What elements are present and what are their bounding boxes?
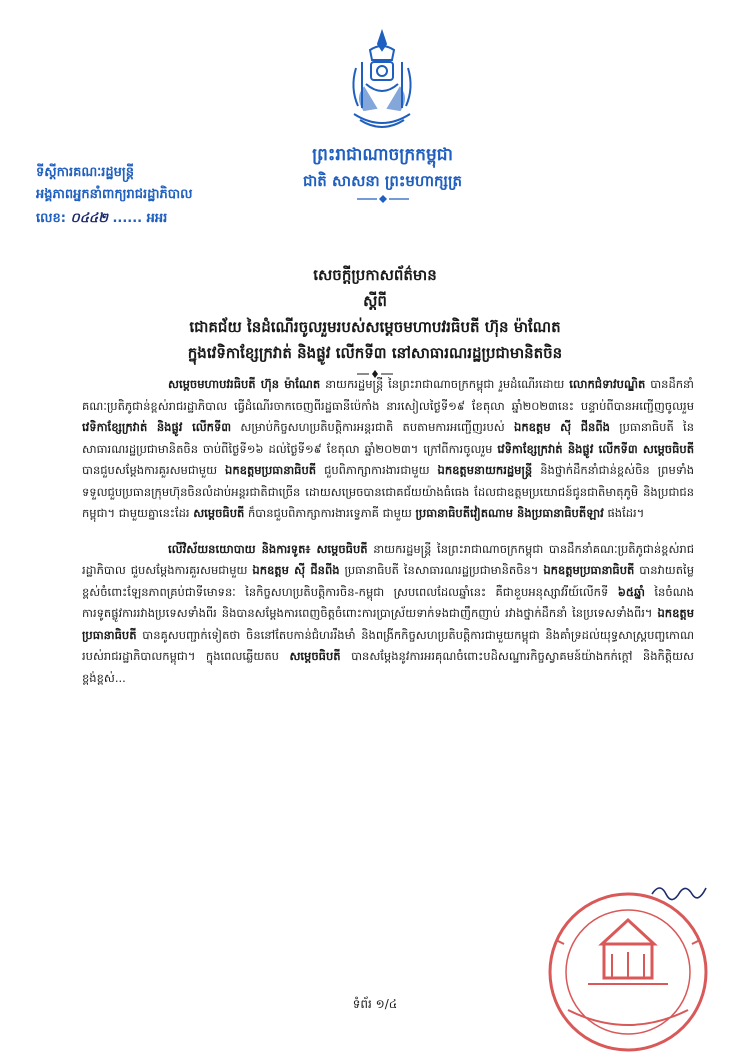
p2-bold-2: ឯកឧត្តមប្រធានាធិបតី bbox=[543, 563, 635, 577]
p2-bold-4: ឯកឧត្តមប្រធានាធិបតី bbox=[82, 606, 694, 642]
p1-bold-6: ឯកឧត្តមនាយករដ្ឋមន្ត្រី bbox=[437, 463, 533, 477]
p2-text-4: នៃចំណងការទូតផ្លូវការរវាងប្រទេសទាំងពីរ និងបានសម្តែងការពេញចិត្តចំពោះការប្រាស្រ័យទាក់ទងជាញឹកញាប់ រវាងថ្នាក់ដឹកនាំ នៃប្រទេសទាំងពីរ។ bbox=[82, 584, 694, 620]
kingdom-name: ព្រះរាជាណាចក្រកម្ពុជា bbox=[312, 145, 453, 165]
p2-text-5: បានគូសបញ្ជាក់ទៀតថា ចិននៅតែបកាន់ជំហររឹងមាំ និងពង្រីកកិច្ចសហប្រតិបត្តិការជាមួយកម្ពុជា និងគាំទ្រដល់យុទ្ធសាស្ត្របញ្ចកោណរបស់រាជរដ្ឋាភិបាលកម្ពុជា។ ក្នុងពេលឆ្លើយតប bbox=[82, 627, 694, 663]
issuing-office bbox=[36, 162, 193, 206]
reference-number bbox=[36, 210, 167, 229]
signature bbox=[648, 880, 708, 902]
title-line-4: ក្នុងវេទិកាខ្សែក្រវាត់ និងផ្លូវ លើកទី៣ នៅសាធារណរដ្ឋប្រជាមានិតចិន bbox=[187, 344, 563, 362]
p1-text-2: បានដឹកនាំគណៈប្រតិភូជាន់ខ្ពស់រាជរដ្ឋាភិបាល ធ្វើដំណើរចាកចេញពីរដ្ឋធានីប៉េកាំង នារសៀលថ្ងៃទី១៩ ខែតុលា ឆ្នាំ២០២៣នេះ បន្ទាប់ពីបានអញ្ជើញចូលរួម bbox=[82, 377, 694, 413]
p1-bold-8: ប្រធានាធិបតីវៀតណាម និងប្រធានាធិបតីឡាវ bbox=[415, 506, 604, 520]
office-line-2: អង្គភាពអ្នកនាំពាក្យរាជរដ្ឋាភិបាល bbox=[36, 187, 193, 202]
document-body bbox=[82, 374, 694, 689]
national-motto: ជាតិ សាសនា ព្រះមហាក្សត្រ bbox=[303, 172, 462, 190]
motto-ornament bbox=[355, 194, 411, 204]
p1-text-7: និងថ្នាក់ដឹកនាំជាន់ខ្ពស់ចិន ព្រមទាំងទទួលជួបប្រធានក្រុមហ៊ុនចិនលំដាប់អន្តរជាតិជាច្រើន ដោយសម្រេចបានជោគជ័យយ៉ាងធំធេង ដែលជាឧត្តមប្រយោជន៍ជូនជាតិមាតុភូមិ និងប្រជាជនកម្ពុជា។ ជាមួយគ្នានេះដែរ bbox=[82, 463, 694, 520]
p2-text-1: នាយករដ្ឋមន្ត្រី នៃព្រះរាជាណាចក្រកម្ពុជា បានដឹកនាំគណៈប្រតិភូជាន់ខ្ពស់រាជរដ្ឋាភិបាល ជួបសម្តែងការគួរសមជាមួយ bbox=[82, 541, 695, 577]
ref-suffix: ...... អអរ bbox=[112, 211, 168, 226]
p1-lead: សម្តេចមហាបវរធិបតី ហ៊ុន ម៉ាណែត bbox=[168, 377, 321, 391]
office-line-1: ទីស្តីការគណៈរដ្ឋមន្ត្រី bbox=[36, 165, 134, 180]
p2-text-2: ប្រធានាធិបតី នៃសាធារណរដ្ឋប្រជាមានិតចិន។ bbox=[339, 563, 544, 577]
page-number: ទំព័រ ១/៤ bbox=[352, 997, 398, 1011]
p1-bold-3: ឯកឧត្តម ស៊ី ជីនពីង bbox=[514, 420, 610, 434]
p1-text-9: ផងដែរ។ bbox=[603, 506, 645, 520]
p1-bold-1: លោកជំទាវបណ្ឌិត bbox=[569, 377, 646, 391]
title-line-3: ជោគជ័យ នៃដំណើរចូលរួមរបស់សម្តេចមហាបវរធិបតី ហ៊ុន ម៉ាណែត bbox=[189, 318, 561, 336]
p2-text-3: បានវាយតម្លៃខ្ពស់ចំពោះឡែនភាពគ្រប់ជាទីមោទនៈ នៃកិច្ចសហប្រតិបត្តិការចិន-កម្ពុជា ស្របពេលដែលឆ្នាំនេះ គឺជាខួបអនុស្សាវរីយ៍លើកទី bbox=[82, 563, 694, 599]
p1-text-1: នាយករដ្ឋមន្ត្រី នៃព្រះរាជាណាចក្រកម្ពុជា រួមដំណើរដោយ bbox=[320, 377, 570, 391]
paragraph-1 bbox=[82, 374, 694, 525]
p1-text-8: ក៏បានជួបពិភាក្សាការងារទ្វេភាគី ជាមួយ bbox=[244, 506, 416, 520]
title-line-2: ស្តីពី bbox=[363, 292, 387, 310]
royal-emblem bbox=[340, 28, 424, 136]
p2-lead: លើវិស័យនយោបាយ និងការទូត៖ សម្តេចធិបតី bbox=[168, 541, 368, 556]
p1-bold-5: ឯកឧត្តមប្រធានាធិបតី bbox=[225, 463, 317, 477]
paragraph-2 bbox=[82, 539, 694, 690]
official-seal-stamp bbox=[528, 880, 720, 1056]
p2-bold-5: សម្តេចធិបតី bbox=[289, 649, 341, 663]
p2-bold-1: ឯកឧត្តម ស៊ី ជីនពីង bbox=[252, 563, 340, 577]
p1-bold-4: វេទិកាខ្សែក្រវាត់ និងផ្លូវ លើកទី៣ សម្តេចធិបតី bbox=[497, 441, 694, 456]
p2-text-6: បានសម្តែងនូវការអរគុណចំពោះបដិសណ្ឋារកិច្ចស្វាគមន៍យ៉ាងកក់ក្តៅ និងកិត្តិយសខ្ពង់ខ្ពស់... bbox=[82, 649, 694, 685]
document-title bbox=[80, 262, 670, 378]
p1-text-4: ប្រធានាធិបតី នៃសាធារណរដ្ឋប្រជាមានិតចិន ចាប់ពីថ្ងៃទី១៦ ដល់ថ្ងៃទី១៩ ខែតុលា ឆ្នាំ២០២៣។ ក្រៅពីការចូលរួម bbox=[82, 420, 695, 456]
ref-label: លេខ: bbox=[36, 211, 66, 226]
p1-bold-7: សម្តេចធិបតី bbox=[193, 506, 245, 520]
p1-text-6: ជួបពិភាក្សាការងារជាមួយ bbox=[316, 463, 438, 477]
p2-bold-3: ៦៥ឆ្នាំ bbox=[617, 584, 645, 599]
p1-text-5: បានជួបសម្តែងការគួរសមជាមួយ bbox=[82, 463, 226, 477]
ref-handwritten-number: ០៤៤២ bbox=[70, 211, 108, 226]
p1-text-3: សម្រាប់កិច្ចសហប្រតិបត្តិការអន្តរជាតិ តបតាមការអញ្ជើញរបស់ bbox=[231, 420, 515, 434]
title-line-1: សេចក្តីប្រកាសព័ត៌មាន bbox=[313, 266, 437, 284]
p1-bold-2: វេទិកាខ្សែក្រវាត់ និងផ្លូវ លើកទី៣ bbox=[82, 420, 232, 434]
